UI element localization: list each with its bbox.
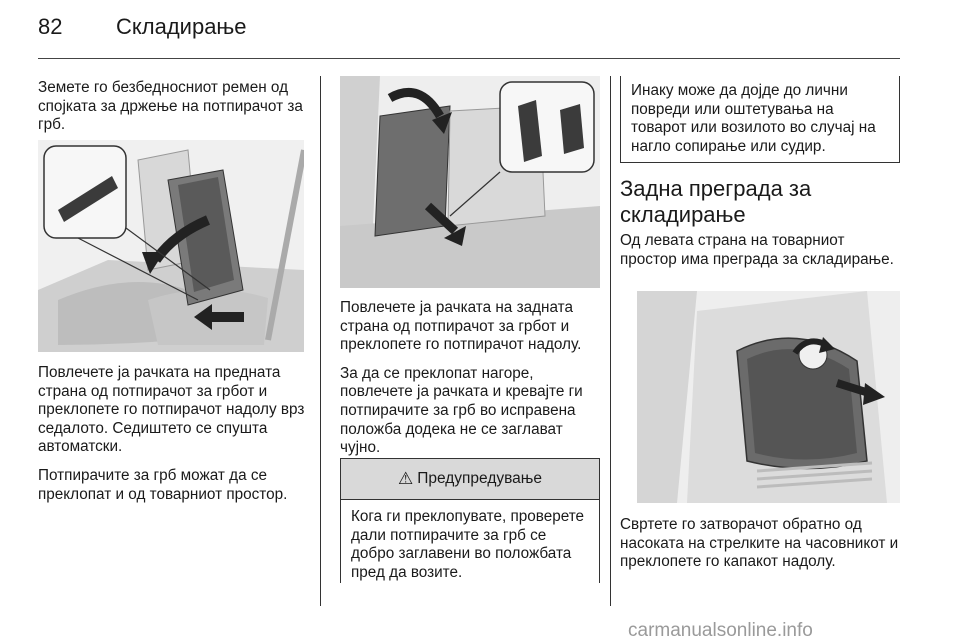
warning-box-continued [620, 76, 900, 163]
header-rule [38, 58, 900, 59]
page-title: Складирање [116, 14, 247, 39]
figure-seat-fold-rear [340, 76, 600, 288]
col3-paragraph-2: Свртете го затворачот обратно од насоката на стрелките на часовникот и преклопете го капакот надолу. [620, 516, 899, 571]
watermark: carmanualsonline.info [628, 620, 813, 641]
warning-heading: Предупредување [417, 470, 543, 487]
col2-paragraph-1: Повлечете ја рачката на задната страна од потпирачот за грбот и преклопете го потпирачот надолу. [340, 299, 582, 354]
section-title: Задна преграда за складирање [620, 176, 812, 227]
col1-paragraph-1: Повлечете ја рачката на предната страна од потпирачот за грбот и преклопете го потпирачот надолу врз седалото. Седиштето се спушта автоматски. [38, 364, 305, 456]
seat-illustration [38, 140, 304, 352]
column-divider-1 [320, 76, 321, 606]
cargo-illustration [340, 76, 600, 288]
col1-paragraph-2: Потпирачите за грб можат да се преклопат и од товарниот простор. [38, 466, 288, 503]
page-number: 82 [38, 14, 63, 39]
compartment-illustration [637, 291, 900, 503]
column-divider-2 [610, 76, 611, 606]
warning-box [340, 458, 600, 583]
col2-paragraph-2: За да се преклопат нагоре, повлечете ја рачката и кревајте ги потпирачите за грб во исправена положба додека не се заглават чујно. [340, 364, 583, 457]
col1-intro: Земете го безбедносниот ремен од спојката за држење на потпирачот за грб. [38, 79, 303, 134]
col1-body [38, 364, 310, 514]
col3-paragraph-1: Од левата страна на товарниот простор има преграда за складирање. [620, 232, 894, 268]
warning-continued-text: Инаку може да дојде до лични повреди или оштетувања на товарот или возилото во случај на нагло сопирање или судир. [631, 82, 876, 155]
figure-seat-fold-front [38, 140, 304, 352]
warning-header [341, 459, 599, 500]
warning-triangle-icon: ⚠ [397, 469, 414, 488]
warning-body: Кога ги преклопувате, проверете дали потпирачите за грб се добро заглавени во положбата пред да возите. [351, 508, 585, 581]
col2-body [340, 299, 605, 468]
figure-storage-compartment [637, 291, 900, 503]
